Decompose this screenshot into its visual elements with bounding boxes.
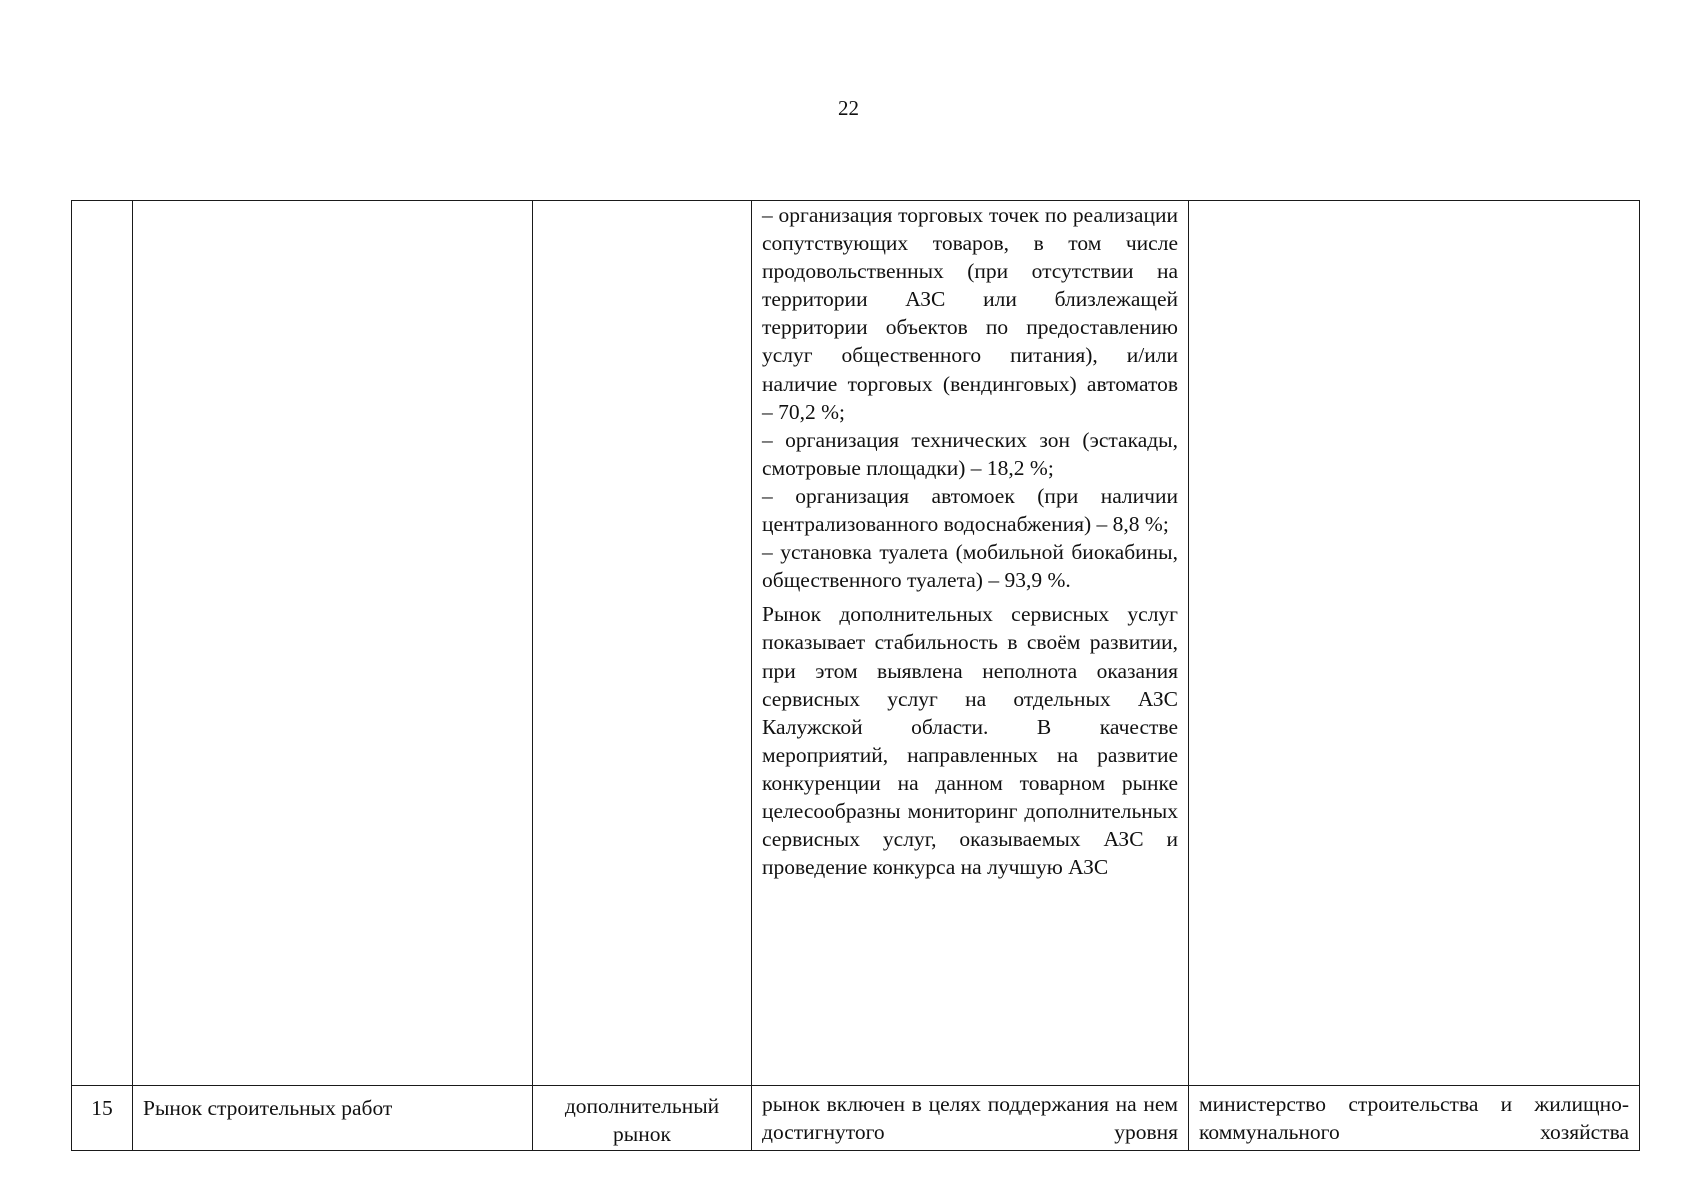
market-type-cell [533,201,752,1086]
market-name-cell [133,201,533,1086]
page-number: 22 [838,96,859,120]
market-description-cell: рынок включен в целях поддержания на нем достигнутого уровня [752,1086,1189,1151]
table-row-continuation [72,201,1640,1086]
description-item-toilets: – установка туалета (мобильной биокабины, общественного туалета) – 93,9 %. [762,540,1178,593]
table-row-15 [72,1086,1640,1151]
responsible-cell [1189,201,1640,1086]
market-description-cell [752,201,1189,1086]
market-name-cell: Рынок строительных работ [133,1086,533,1151]
description-item-car-washes: – организация автомоек (при наличии централизованного водоснабжения) – 8,8 %; [762,483,1178,537]
description-item-technical-zones: – организация технических зон (эстакады, смотровые площадки) – 18,2 %; [762,427,1178,480]
markets-table [71,200,1640,1151]
description-item-trade-points: – организация торговых точек по реализации сопутствующих товаров, в том числе продовольственных (при отсутствии на территории АЗС или близлежащей территории объектов по предоставлению услуг общественного питания), и/или наличие торговых (вендинговых) автоматов – 70,2 %; [762,203,1178,424]
market-type-cell: дополнительный рынок [533,1086,752,1151]
description-conclusion: Рынок дополнительных сервисных услуг показывает стабильность в своём развитии, при этом выявлена неполнота оказания сервисных услуг на отдельных АЗС Калужской области. В качестве мероприятий, направленных на развитие конкуренции на данном товарном рынке целесообразны мониторинг дополнительных сервисных услуг, оказываемых АЗС и проведение конкурса на лучшую АЗС [762,602,1178,880]
row-number-cell: 15 [72,1086,133,1151]
row-number-cell [72,201,133,1086]
responsible-cell: министерство строительства и жилищно-коммунального хозяйства [1189,1086,1640,1151]
